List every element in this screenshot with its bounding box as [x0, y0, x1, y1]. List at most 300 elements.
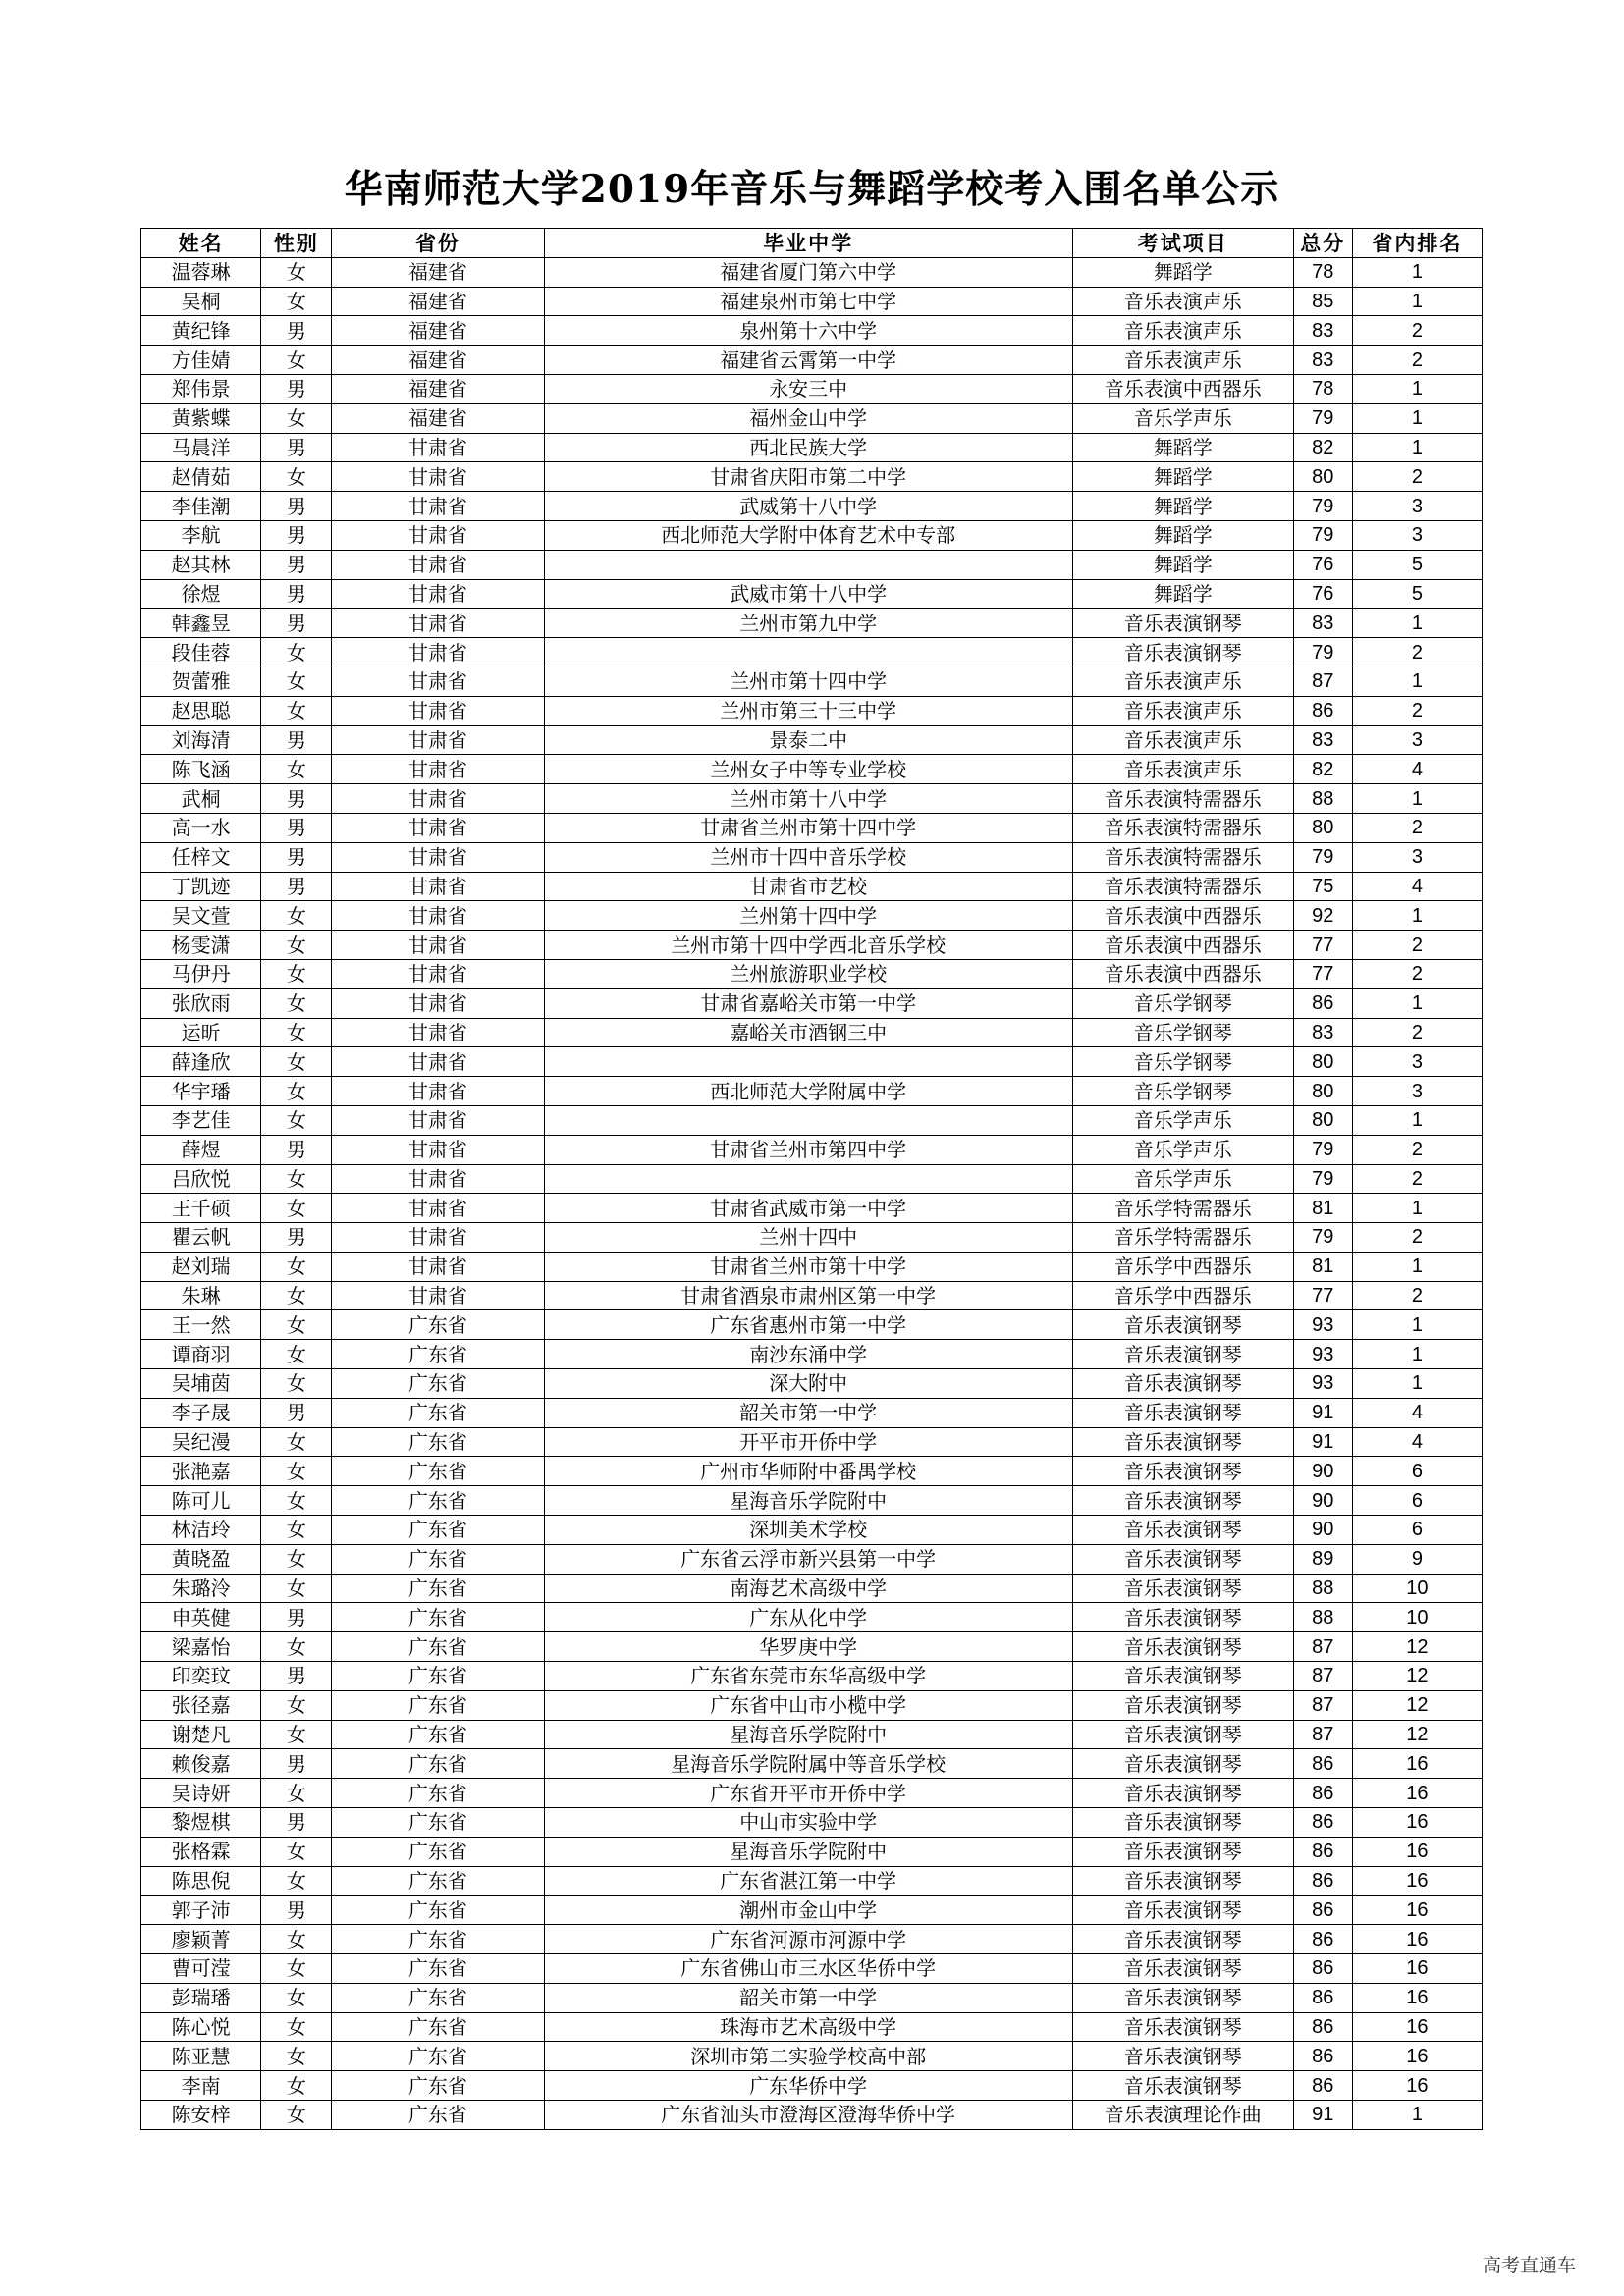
cell-exam-subject: 音乐表演钢琴: [1072, 1632, 1293, 1662]
cell-rank: 4: [1352, 1398, 1482, 1427]
table-row: [141, 346, 1483, 375]
table-row: [141, 1866, 1483, 1896]
cell-score: 86: [1293, 1749, 1352, 1779]
cell-school: 甘肃省市艺校: [544, 872, 1072, 901]
cell-gender: 女: [261, 1690, 332, 1720]
cell-province: 甘肃省: [332, 492, 544, 521]
cell-name: 刘海清: [141, 725, 261, 755]
cell-rank: 3: [1352, 1077, 1482, 1106]
cell-rank: 2: [1352, 638, 1482, 667]
cell-province: 甘肃省: [332, 462, 544, 492]
table-row: [141, 1574, 1483, 1603]
cell-school: 南沙东涌中学: [544, 1340, 1072, 1369]
cell-gender: 女: [261, 1457, 332, 1486]
cell-province: 福建省: [332, 257, 544, 287]
cell-school: 珠海市艺术高级中学: [544, 2012, 1072, 2042]
cell-gender: 女: [261, 988, 332, 1018]
cell-school: 韶关市第一中学: [544, 1983, 1072, 2012]
table-row: [141, 1398, 1483, 1427]
cell-exam-subject: 音乐表演钢琴: [1072, 1808, 1293, 1838]
cell-school: 兰州第十四中学: [544, 901, 1072, 931]
table-row: [141, 1896, 1483, 1925]
cell-school: 甘肃省酒泉市肃州区第一中学: [544, 1281, 1072, 1310]
cell-school: 潮州市金山中学: [544, 1896, 1072, 1925]
cell-name: 吴文萱: [141, 901, 261, 931]
cell-gender: 男: [261, 550, 332, 579]
cell-province: 甘肃省: [332, 959, 544, 988]
table-row: [141, 374, 1483, 403]
cell-rank: 1: [1352, 1340, 1482, 1369]
cell-school: 星海音乐学院附属中等音乐学校: [544, 1749, 1072, 1779]
cell-gender: 女: [261, 1574, 332, 1603]
admission-roster-table: [140, 228, 1483, 2130]
cell-school: 永安三中: [544, 374, 1072, 403]
cell-province: 甘肃省: [332, 1164, 544, 1194]
cell-rank: 2: [1352, 696, 1482, 725]
cell-exam-subject: 音乐学声乐: [1072, 403, 1293, 433]
cell-gender: 女: [261, 1544, 332, 1574]
cell-exam-subject: 音乐表演中西器乐: [1072, 959, 1293, 988]
cell-gender: 女: [261, 667, 332, 696]
cell-name: 郭子沛: [141, 1896, 261, 1925]
cell-exam-subject: 音乐表演钢琴: [1072, 1866, 1293, 1896]
cell-score: 80: [1293, 462, 1352, 492]
cell-exam-subject: 音乐表演钢琴: [1072, 1310, 1293, 1340]
cell-score: 78: [1293, 257, 1352, 287]
cell-score: 76: [1293, 550, 1352, 579]
cell-province: 广东省: [332, 1925, 544, 1954]
cell-score: 86: [1293, 696, 1352, 725]
cell-name: 段佳蓉: [141, 638, 261, 667]
cell-exam-subject: 舞蹈学: [1072, 462, 1293, 492]
cell-province: 广东省: [332, 1369, 544, 1399]
cell-score: 81: [1293, 1194, 1352, 1223]
cell-school: 广东省河源市河源中学: [544, 1925, 1072, 1954]
cell-gender: 女: [261, 1983, 332, 2012]
cell-rank: 3: [1352, 520, 1482, 550]
table-row: [141, 1925, 1483, 1954]
cell-exam-subject: 音乐表演钢琴: [1072, 1544, 1293, 1574]
cell-rank: 1: [1352, 1105, 1482, 1135]
cell-score: 86: [1293, 1896, 1352, 1925]
cell-school: 兰州市第十八中学: [544, 784, 1072, 814]
cell-province: 广东省: [332, 1896, 544, 1925]
cell-name: 赵刘瑞: [141, 1252, 261, 1281]
table-row: [141, 609, 1483, 638]
table-row: [141, 638, 1483, 667]
cell-name: 华宇璠: [141, 1077, 261, 1106]
cell-score: 86: [1293, 2012, 1352, 2042]
table-row: [141, 842, 1483, 872]
cell-gender: 男: [261, 579, 332, 609]
cell-province: 甘肃省: [332, 1194, 544, 1223]
cell-rank: 12: [1352, 1690, 1482, 1720]
cell-gender: 女: [261, 1632, 332, 1662]
cell-gender: 男: [261, 725, 332, 755]
cell-gender: 男: [261, 316, 332, 346]
cell-gender: 女: [261, 1779, 332, 1808]
cell-gender: 女: [261, 2012, 332, 2042]
cell-gender: 男: [261, 492, 332, 521]
cell-score: 91: [1293, 1398, 1352, 1427]
cell-score: 79: [1293, 1223, 1352, 1253]
cell-school: 兰州女子中等专业学校: [544, 755, 1072, 784]
cell-gender: 男: [261, 1749, 332, 1779]
cell-name: 谭商羽: [141, 1340, 261, 1369]
table-row: [141, 1720, 1483, 1749]
cell-gender: 女: [261, 1047, 332, 1077]
cell-name: 任梓文: [141, 842, 261, 872]
cell-exam-subject: 音乐表演声乐: [1072, 316, 1293, 346]
cell-gender: 女: [261, 1486, 332, 1516]
cell-exam-subject: 舞蹈学: [1072, 520, 1293, 550]
cell-name: 黎煜棋: [141, 1808, 261, 1838]
cell-name: 运昕: [141, 1018, 261, 1047]
cell-rank: 2: [1352, 1135, 1482, 1164]
cell-rank: 10: [1352, 1574, 1482, 1603]
cell-rank: 16: [1352, 1837, 1482, 1866]
cell-gender: 男: [261, 433, 332, 462]
table-row: [141, 492, 1483, 521]
cell-score: 81: [1293, 1252, 1352, 1281]
cell-exam-subject: 音乐表演声乐: [1072, 346, 1293, 375]
cell-score: 86: [1293, 1983, 1352, 2012]
cell-score: 90: [1293, 1486, 1352, 1516]
cell-gender: 女: [261, 1516, 332, 1545]
cell-rank: 3: [1352, 842, 1482, 872]
cell-gender: 女: [261, 1281, 332, 1310]
cell-score: 79: [1293, 842, 1352, 872]
cell-school: 开平市开侨中学: [544, 1427, 1072, 1457]
cell-exam-subject: 音乐表演钢琴: [1072, 1954, 1293, 1984]
cell-score: 77: [1293, 959, 1352, 988]
cell-name: 吴埔茵: [141, 1369, 261, 1399]
cell-name: 薛煜: [141, 1135, 261, 1164]
table-row: [141, 550, 1483, 579]
cell-gender: 女: [261, 403, 332, 433]
cell-exam-subject: 音乐表演钢琴: [1072, 1369, 1293, 1399]
cell-gender: 男: [261, 1808, 332, 1838]
cell-province: 甘肃省: [332, 696, 544, 725]
table-row: [141, 1457, 1483, 1486]
cell-exam-subject: 音乐表演钢琴: [1072, 1603, 1293, 1632]
table-row: [141, 813, 1483, 842]
cell-score: 79: [1293, 520, 1352, 550]
cell-gender: 女: [261, 1427, 332, 1457]
cell-name: 李子晟: [141, 1398, 261, 1427]
cell-score: 87: [1293, 1662, 1352, 1691]
cell-score: 86: [1293, 1954, 1352, 1984]
cell-rank: 1: [1352, 287, 1482, 316]
cell-province: 广东省: [332, 1662, 544, 1691]
cell-score: 83: [1293, 725, 1352, 755]
cell-exam-subject: 音乐学钢琴: [1072, 1018, 1293, 1047]
cell-gender: 男: [261, 784, 332, 814]
cell-gender: 女: [261, 1252, 332, 1281]
cell-exam-subject: 音乐表演钢琴: [1072, 1398, 1293, 1427]
cell-school: 甘肃省嘉峪关市第一中学: [544, 988, 1072, 1018]
cell-name: 朱璐泠: [141, 1574, 261, 1603]
cell-province: 广东省: [332, 1310, 544, 1340]
cell-school: 兰州旅游职业学校: [544, 959, 1072, 988]
cell-exam-subject: 音乐表演钢琴: [1072, 1896, 1293, 1925]
cell-province: 广东省: [332, 1837, 544, 1866]
cell-exam-subject: 音乐表演声乐: [1072, 725, 1293, 755]
cell-rank: 4: [1352, 1427, 1482, 1457]
cell-exam-subject: 音乐表演钢琴: [1072, 1574, 1293, 1603]
cell-score: 79: [1293, 403, 1352, 433]
cell-school: 深大附中: [544, 1369, 1072, 1399]
cell-gender: 男: [261, 1398, 332, 1427]
cell-gender: 女: [261, 1369, 332, 1399]
cell-name: 吴桐: [141, 287, 261, 316]
cell-rank: 1: [1352, 1310, 1482, 1340]
cell-rank: 16: [1352, 2071, 1482, 2101]
cell-gender: 女: [261, 1954, 332, 1984]
column-header-exam-subject: 考试项目: [1072, 229, 1293, 258]
cell-rank: 2: [1352, 959, 1482, 988]
cell-school: 兰州市十四中音乐学校: [544, 842, 1072, 872]
cell-rank: 16: [1352, 1896, 1482, 1925]
cell-exam-subject: 音乐学钢琴: [1072, 1047, 1293, 1077]
cell-rank: 2: [1352, 346, 1482, 375]
cell-school: 景泰二中: [544, 725, 1072, 755]
cell-exam-subject: 舞蹈学: [1072, 433, 1293, 462]
cell-province: 福建省: [332, 287, 544, 316]
cell-name: 瞿云帆: [141, 1223, 261, 1253]
cell-name: 张格霖: [141, 1837, 261, 1866]
cell-name: 陈亚慧: [141, 2042, 261, 2071]
cell-province: 甘肃省: [332, 1252, 544, 1281]
cell-score: 93: [1293, 1340, 1352, 1369]
cell-exam-subject: 音乐表演钢琴: [1072, 1925, 1293, 1954]
cell-school: 兰州市第十四中学西北音乐学校: [544, 931, 1072, 960]
cell-score: 91: [1293, 2101, 1352, 2130]
cell-gender: 女: [261, 901, 332, 931]
cell-gender: 女: [261, 1340, 332, 1369]
cell-score: 88: [1293, 1574, 1352, 1603]
cell-province: 广东省: [332, 1457, 544, 1486]
cell-school: 广东省中山市小榄中学: [544, 1690, 1072, 1720]
cell-province: 广东省: [332, 1749, 544, 1779]
cell-rank: 1: [1352, 784, 1482, 814]
cell-exam-subject: 音乐表演钢琴: [1072, 1662, 1293, 1691]
cell-school: 韶关市第一中学: [544, 1398, 1072, 1427]
cell-school: 武威第十八中学: [544, 492, 1072, 521]
cell-score: 80: [1293, 1077, 1352, 1106]
cell-province: 福建省: [332, 403, 544, 433]
cell-score: 80: [1293, 813, 1352, 842]
cell-exam-subject: 音乐表演钢琴: [1072, 1457, 1293, 1486]
table-row: [141, 462, 1483, 492]
cell-gender: 女: [261, 931, 332, 960]
cell-name: 谢楚凡: [141, 1720, 261, 1749]
cell-school: 星海音乐学院附中: [544, 1720, 1072, 1749]
cell-score: 86: [1293, 988, 1352, 1018]
cell-name: 陈心悦: [141, 2012, 261, 2042]
cell-rank: 3: [1352, 725, 1482, 755]
cell-exam-subject: 音乐表演钢琴: [1072, 1779, 1293, 1808]
cell-rank: 16: [1352, 1866, 1482, 1896]
cell-school: [544, 550, 1072, 579]
cell-score: 86: [1293, 2071, 1352, 2101]
cell-province: 甘肃省: [332, 1223, 544, 1253]
cell-school: 甘肃省武威市第一中学: [544, 1194, 1072, 1223]
cell-school: 广东省惠州市第一中学: [544, 1310, 1072, 1340]
table-row: [141, 1077, 1483, 1106]
cell-school: 武威市第十八中学: [544, 579, 1072, 609]
cell-exam-subject: 音乐表演特需器乐: [1072, 842, 1293, 872]
cell-exam-subject: 音乐学中西器乐: [1072, 1252, 1293, 1281]
cell-school: 广东省东莞市东华高级中学: [544, 1662, 1072, 1691]
cell-province: 福建省: [332, 346, 544, 375]
cell-province: 甘肃省: [332, 520, 544, 550]
table-row: [141, 901, 1483, 931]
cell-score: 87: [1293, 1632, 1352, 1662]
cell-province: 甘肃省: [332, 872, 544, 901]
cell-name: 方佳婧: [141, 346, 261, 375]
table-row: [141, 931, 1483, 960]
cell-province: 甘肃省: [332, 1105, 544, 1135]
column-header-province: 省份: [332, 229, 544, 258]
cell-exam-subject: 音乐学钢琴: [1072, 1077, 1293, 1106]
cell-exam-subject: 音乐表演理论作曲: [1072, 2101, 1293, 2130]
cell-province: 广东省: [332, 1544, 544, 1574]
cell-name: 高一水: [141, 813, 261, 842]
cell-school: 甘肃省兰州市第四中学: [544, 1135, 1072, 1164]
cell-school: 南海艺术高级中学: [544, 1574, 1072, 1603]
cell-rank: 2: [1352, 316, 1482, 346]
cell-name: 梁嘉怡: [141, 1632, 261, 1662]
cell-name: 申英健: [141, 1603, 261, 1632]
cell-rank: 1: [1352, 667, 1482, 696]
cell-exam-subject: 音乐表演中西器乐: [1072, 374, 1293, 403]
cell-province: 福建省: [332, 374, 544, 403]
cell-province: 甘肃省: [332, 433, 544, 462]
cell-rank: 12: [1352, 1632, 1482, 1662]
cell-exam-subject: 音乐表演中西器乐: [1072, 901, 1293, 931]
cell-exam-subject: 音乐学特需器乐: [1072, 1194, 1293, 1223]
cell-school: 福建省云霄第一中学: [544, 346, 1072, 375]
cell-rank: 2: [1352, 1281, 1482, 1310]
table-row: [141, 520, 1483, 550]
cell-name: 陈安梓: [141, 2101, 261, 2130]
cell-province: 广东省: [332, 1486, 544, 1516]
table-row: [141, 959, 1483, 988]
table-row: [141, 1632, 1483, 1662]
cell-province: 甘肃省: [332, 901, 544, 931]
cell-province: 广东省: [332, 1398, 544, 1427]
cell-province: 甘肃省: [332, 1047, 544, 1077]
cell-name: 马伊丹: [141, 959, 261, 988]
cell-gender: 女: [261, 287, 332, 316]
cell-score: 93: [1293, 1369, 1352, 1399]
cell-province: 广东省: [332, 1603, 544, 1632]
table-row: [141, 1749, 1483, 1779]
cell-score: 79: [1293, 1164, 1352, 1194]
cell-name: 贺蕾雅: [141, 667, 261, 696]
cell-exam-subject: 音乐表演中西器乐: [1072, 931, 1293, 960]
cell-score: 82: [1293, 433, 1352, 462]
column-header-rank: 省内排名: [1352, 229, 1482, 258]
cell-gender: 女: [261, 1018, 332, 1047]
cell-province: 广东省: [332, 1574, 544, 1603]
cell-score: 92: [1293, 901, 1352, 931]
cell-gender: 男: [261, 1662, 332, 1691]
cell-province: 甘肃省: [332, 667, 544, 696]
cell-rank: 2: [1352, 462, 1482, 492]
cell-province: 甘肃省: [332, 931, 544, 960]
table-row: [141, 579, 1483, 609]
table-row: [141, 1135, 1483, 1164]
cell-rank: 16: [1352, 2042, 1482, 2071]
cell-exam-subject: 音乐表演钢琴: [1072, 1983, 1293, 2012]
cell-name: 丁凯迹: [141, 872, 261, 901]
cell-rank: 3: [1352, 1047, 1482, 1077]
cell-province: 甘肃省: [332, 609, 544, 638]
cell-province: 广东省: [332, 1632, 544, 1662]
cell-score: 76: [1293, 579, 1352, 609]
cell-province: 甘肃省: [332, 1018, 544, 1047]
cell-school: 福建泉州市第七中学: [544, 287, 1072, 316]
cell-gender: 男: [261, 1223, 332, 1253]
cell-exam-subject: 音乐学声乐: [1072, 1164, 1293, 1194]
cell-school: 星海音乐学院附中: [544, 1837, 1072, 1866]
cell-gender: 女: [261, 1164, 332, 1194]
cell-name: 李艺佳: [141, 1105, 261, 1135]
cell-exam-subject: 舞蹈学: [1072, 257, 1293, 287]
cell-exam-subject: 音乐表演声乐: [1072, 696, 1293, 725]
cell-exam-subject: 音乐表演钢琴: [1072, 1749, 1293, 1779]
cell-school: 深圳市第二实验学校高中部: [544, 2042, 1072, 2071]
cell-exam-subject: 音乐表演钢琴: [1072, 2071, 1293, 2101]
cell-name: 马晨洋: [141, 433, 261, 462]
cell-province: 广东省: [332, 2071, 544, 2101]
cell-name: 王千硕: [141, 1194, 261, 1223]
cell-gender: 女: [261, 1866, 332, 1896]
table-row: [141, 755, 1483, 784]
cell-rank: 4: [1352, 872, 1482, 901]
cell-school: 广东省开平市开侨中学: [544, 1779, 1072, 1808]
cell-exam-subject: 音乐表演钢琴: [1072, 609, 1293, 638]
cell-gender: 女: [261, 1720, 332, 1749]
table-row: [141, 1281, 1483, 1310]
cell-gender: 女: [261, 1194, 332, 1223]
cell-school: 西北师范大学附中体育艺术中专部: [544, 520, 1072, 550]
cell-gender: 女: [261, 1925, 332, 1954]
cell-school: 中山市实验中学: [544, 1808, 1072, 1838]
cell-exam-subject: 音乐表演声乐: [1072, 667, 1293, 696]
cell-score: 79: [1293, 638, 1352, 667]
cell-exam-subject: 音乐表演钢琴: [1072, 1486, 1293, 1516]
table-row: [141, 725, 1483, 755]
cell-name: 印奕玟: [141, 1662, 261, 1691]
cell-rank: 2: [1352, 1223, 1482, 1253]
cell-exam-subject: 音乐学声乐: [1072, 1105, 1293, 1135]
cell-school: 甘肃省庆阳市第二中学: [544, 462, 1072, 492]
cell-score: 80: [1293, 1047, 1352, 1077]
cell-gender: 女: [261, 1105, 332, 1135]
cell-province: 福建省: [332, 316, 544, 346]
table-row: [141, 2042, 1483, 2071]
cell-school: [544, 1047, 1072, 1077]
cell-score: 86: [1293, 1808, 1352, 1838]
table-row: [141, 257, 1483, 287]
cell-province: 甘肃省: [332, 813, 544, 842]
cell-rank: 1: [1352, 1369, 1482, 1399]
cell-province: 甘肃省: [332, 1281, 544, 1310]
cell-score: 75: [1293, 872, 1352, 901]
